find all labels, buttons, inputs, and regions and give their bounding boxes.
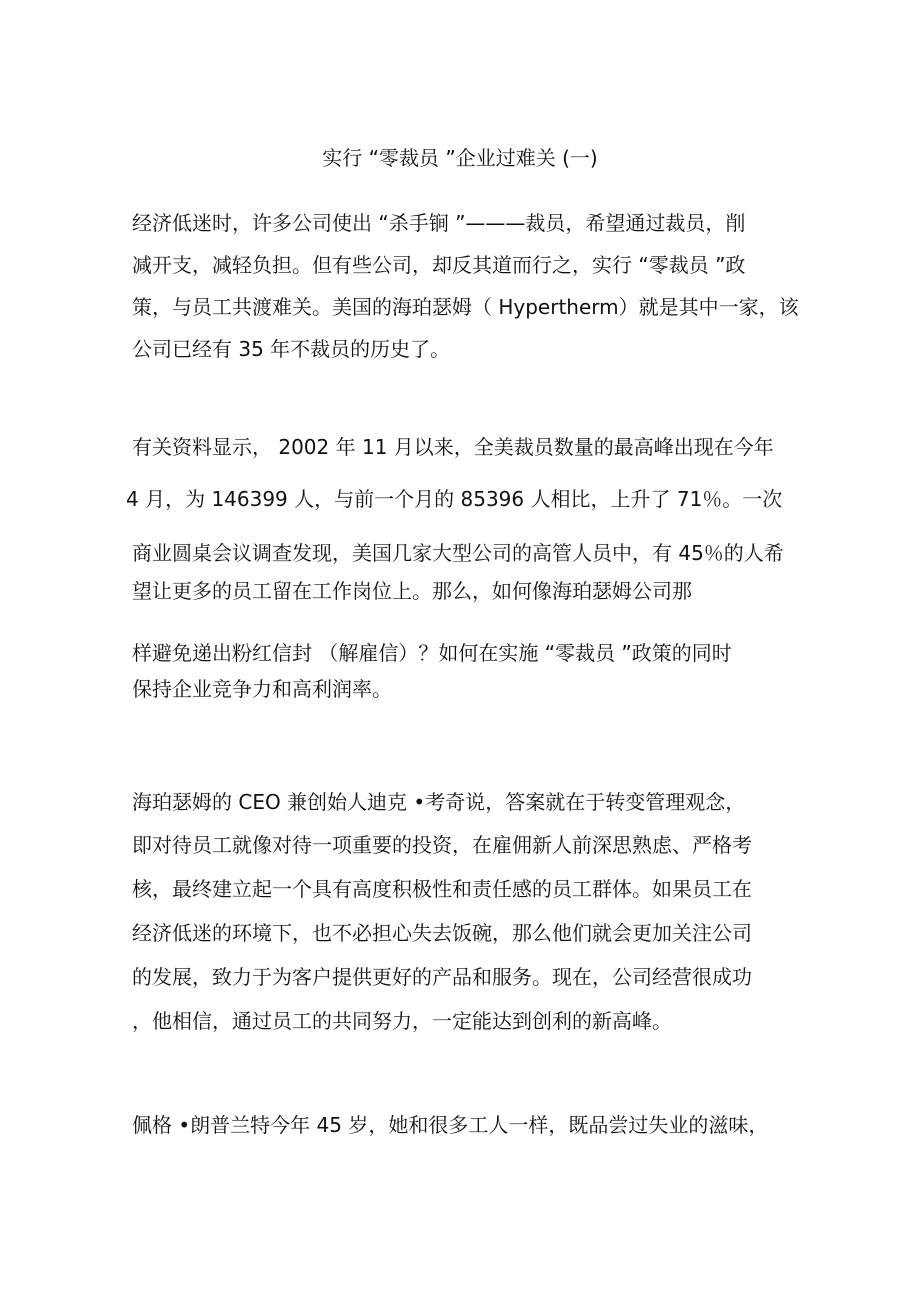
paragraph-line: 望让更多的员工留在工作岗位上。那么，如何像海珀瑟姆公司那 [132, 579, 692, 603]
paragraph-line: 即对待员工就像对待一项重要的投资，在雇佣新人前深思熟虑、严格考 [132, 833, 752, 857]
paragraph-line: 4 月，为 146399 人，与前一个月的 85396 人相比，上升了 71％。一次 [126, 487, 783, 511]
paragraph-line: 经济低迷时，许多公司使出 “杀手锏 ”———裁员，希望通过裁员，削 [132, 211, 746, 235]
document-title: 实行 “零裁员 ”企业过难关 (一) [322, 146, 598, 170]
paragraph-line: 经济低迷的环境下，也不必担心失去饭碗，那么他们就会更加关注公司 [132, 921, 752, 945]
paragraph-line: 减开支，减轻负担。但有些公司，却反其道而行之，实行 “零裁员 ”政 [132, 253, 746, 277]
paragraph-line: 有关资料显示， 2002 年 11 月以来，全美裁员数量的最高峰出现在今年 [132, 435, 774, 459]
paragraph-line: ，他相信，通过员工的共同努力，一定能达到创利的新高峰。 [132, 1009, 672, 1033]
paragraph-line: 的发展，致力于为客户提供更好的产品和服务。现在，公司经营很成功 [132, 965, 752, 989]
paragraph-line: 公司已经有 35 年不裁员的历史了。 [132, 337, 451, 361]
paragraph-line: 海珀瑟姆的 CEO 兼创始人迪克 •考奇说，答案就在于转变管理观念， [132, 790, 746, 814]
paragraph-line: 策，与员工共渡难关。美国的海珀瑟姆（ Hypertherm）就是其中一家，该 [132, 295, 799, 319]
paragraph-line: 商业圆桌会议调查发现，美国几家大型公司的高管人员中，有 45％的人希 [132, 541, 784, 565]
paragraph-line: 保持企业竞争力和高利润率。 [132, 677, 392, 701]
paragraph-line: 核，最终建立起一个具有高度积极性和责任感的员工群体。如果员工在 [132, 877, 752, 901]
paragraph-line: 佩格 •朗普兰特今年 45 岁，她和很多工人一样，既品尝过失业的滋味， [132, 1113, 769, 1137]
paragraph-line: 样避免递出粉红信封 （解雇信）？如何在实施 “零裁员 ”政策的同时 [132, 641, 732, 665]
